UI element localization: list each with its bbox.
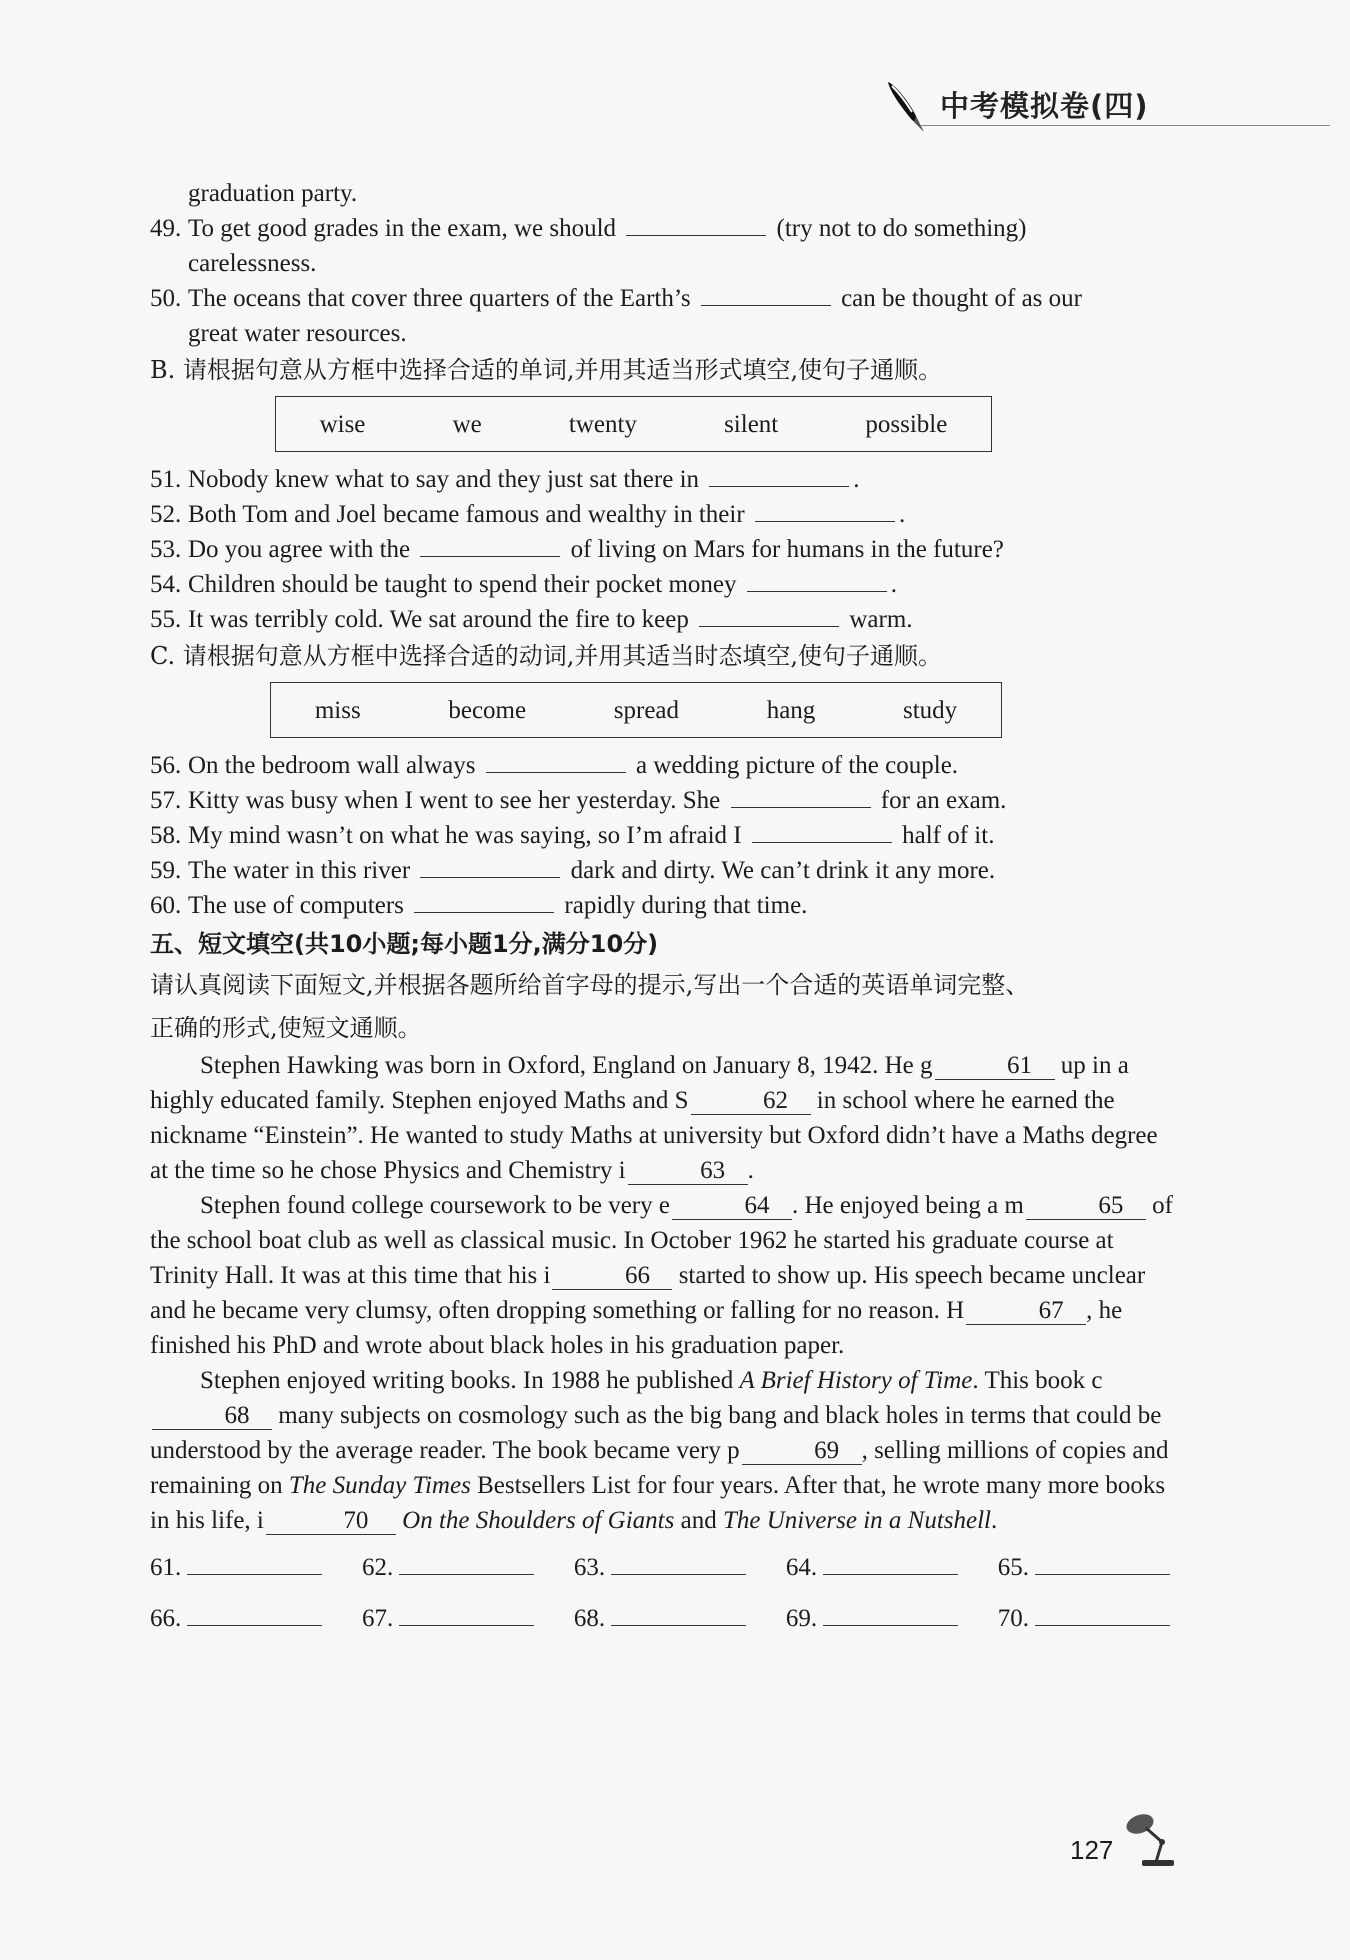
answer-slot [998,1550,1170,1585]
answer-line[interactable] [399,1552,534,1575]
question-50-cont: great water resources. [188,320,407,347]
question-52 [150,497,1180,532]
gap-61[interactable]: 61 [935,1051,1055,1080]
gap-67[interactable]: 67 [966,1296,1086,1325]
answer-number: 68. [573,1605,606,1632]
answer-line[interactable] [823,1603,958,1626]
question-53 [150,532,1180,567]
question-text: (try not to do something) [776,215,1027,242]
answer-blank[interactable] [420,855,560,878]
answer-blank[interactable] [414,890,554,913]
answer-blank[interactable] [699,604,839,627]
question-57 [150,783,1180,818]
question-text: of living on Mars for humans in the future? [570,536,1004,563]
book-title: The Universe in a Nutshell [722,1507,991,1534]
word-option: hang [766,696,816,724]
answer-blank[interactable] [755,499,895,522]
answer-blank[interactable] [701,283,831,306]
question-59 [150,853,1180,888]
passage-text: of the school boat club as well as classical music. In October 1962 he started his graduate course at Trinity Hall. It was at this time that his i [150,1192,1173,1289]
answer-slot [998,1601,1170,1636]
gap-69[interactable]: 69 [742,1436,862,1465]
answer-slot [150,1550,322,1585]
question-text: a wedding picture of the couple. [635,752,959,779]
gap-66[interactable]: 66 [552,1261,672,1290]
gap-64[interactable]: 64 [672,1191,792,1220]
answer-number: 62. [361,1554,394,1581]
question-text: It was terribly cold. We sat around the fire to keep [188,606,689,633]
answer-slot [362,1550,534,1585]
answer-line[interactable] [611,1603,746,1626]
word-option: spread [613,696,680,724]
passage-text: . [991,1507,998,1534]
answer-slot [362,1601,534,1636]
answer-blank[interactable] [752,820,892,843]
question-text: The water in this river [188,857,411,884]
answer-blank[interactable] [731,785,871,808]
word-option: possible [865,410,948,438]
passage-text: started to show up. His speech became unclear and he became very clumsy, often dropping something or falling for no reason. H [150,1262,1146,1324]
question-number: 58. [150,822,182,849]
answer-number: 69. [785,1605,818,1632]
question-text: Children should be taught to spend their pocket money [188,571,737,598]
answer-slot [786,1601,958,1636]
question-54 [150,567,1180,602]
question-text: for an exam. [880,787,1007,814]
desk-lamp-icon [1118,1810,1188,1870]
question-number: 53. [150,536,182,563]
header-rule [920,125,1330,126]
answer-row-2 [150,1601,1170,1636]
passage-text: in school where he earned the nickname “Einstein”. He wanted to study Maths at university but Oxford didn’t have a Maths degree at the time so he chose Physics and Chemistry i [150,1087,1158,1184]
answer-line[interactable] [611,1552,746,1575]
gap-68[interactable]: 68 [152,1401,272,1430]
section-5-heading: 五、短文填空(共10小题;每小题1分,满分10分) [150,930,659,958]
answer-line[interactable] [399,1603,534,1626]
answer-line[interactable] [187,1552,322,1575]
question-number: 57. [150,787,182,814]
question-number: 54. [150,571,182,598]
question-text: warm. [849,606,913,633]
word-box-c [270,682,1002,738]
answer-line[interactable] [1035,1603,1170,1626]
newspaper-title: The Sunday Times [288,1472,471,1499]
answer-row-1 [150,1550,1170,1585]
answer-slot [786,1550,958,1585]
answer-line[interactable] [1035,1552,1170,1575]
passage-text: Stephen enjoyed writing books. In 1988 he published [200,1367,740,1394]
word-box-b [275,396,992,452]
answer-line[interactable] [187,1603,322,1626]
passage-text: and [674,1507,723,1534]
question-text: . [890,571,898,598]
answer-number: 67. [361,1605,394,1632]
question-number: 56. [150,752,182,779]
word-option: twenty [568,410,637,438]
passage-text: up in a highly educated family. Stephen enjoyed Maths and S [150,1052,1129,1114]
question-number: 60. [150,892,182,919]
pen-icon [880,78,940,138]
question-text: . [853,466,860,493]
question-text: On the bedroom wall always [188,752,476,779]
question-number: 59. [150,857,182,884]
question-text: Nobody knew what to say and they just sat there in [188,466,700,493]
passage-text: , selling millions of copies and remaining on [150,1437,1169,1499]
question-text: can be thought of as our [841,285,1082,312]
book-title: On the Shoulders of Giants [402,1507,675,1534]
gap-65[interactable]: 65 [1026,1191,1146,1220]
passage-text: Bestsellers List for four years. After that, he wrote many more books in his life, i [150,1472,1166,1534]
question-56 [150,748,1180,783]
question-number: 49. [150,215,182,242]
word-option: miss [314,696,361,724]
answer-number: 65. [997,1554,1029,1581]
question-number: 51. [150,466,182,493]
word-option: study [902,696,958,724]
answer-blank[interactable] [486,750,626,773]
answer-blank[interactable] [626,213,766,236]
exam-content [150,176,1180,1636]
passage-text: Stephen Hawking was born in Oxford, England on January 8, 1942. He g [200,1052,933,1079]
passage-text: many subjects on cosmology such as the big bang and black holes in terms that could be understood by the average reader. The book became very p [150,1402,1162,1464]
question-49 [150,211,1180,246]
exam-title: 中考模拟卷(四) [940,89,1149,123]
word-option: we [452,410,482,438]
gap-70[interactable]: 70 [266,1506,396,1535]
answer-number: 70. [997,1605,1029,1632]
passage-text: . [747,1157,754,1184]
gap-63[interactable]: 63 [628,1156,748,1185]
answer-blank[interactable] [709,464,849,487]
question-text: half of it. [902,822,995,849]
word-option: wise [319,410,366,438]
word-option: silent [724,410,779,438]
answer-slot [150,1601,322,1636]
section-5-instruction-cont: 正确的形式,使短文通顺。 [150,1014,422,1042]
question-text: Both Tom and Joel became famous and wealthy in their [188,501,745,528]
question-49-cont: carelessness. [188,250,317,277]
answer-number: 61. [150,1554,182,1581]
question-number: 55. [150,606,182,633]
question-60 [150,888,1180,923]
passage-paragraph-1 [150,1048,1180,1188]
question-50 [150,281,1180,316]
continuation-text: graduation party. [188,180,358,207]
question-text: To get good grades in the exam, we should [188,215,617,242]
part-c-instruction: C. 请根据句意从方框中选择合适的动词,并用其适当时态填空,使句子通顺。 [150,642,943,670]
answer-line[interactable] [823,1552,958,1575]
word-option: become [448,696,527,724]
answer-number: 66. [150,1605,182,1632]
page-number: 127 [1070,1835,1114,1865]
question-text: Do you agree with the [188,536,411,563]
section-5-instruction: 请认真阅读下面短文,并根据各题所给首字母的提示,写出一个合适的英语单词完整、 [150,971,1030,999]
part-b-instruction: B. 请根据句意从方框中选择合适的单词,并用其适当形式填空,使句子通顺。 [150,356,943,384]
book-title: A Brief History of Time [739,1367,973,1394]
answer-blank[interactable] [420,534,560,557]
question-55 [150,602,1180,637]
page-header [880,78,1330,130]
question-text: dark and dirty. We can’t drink it any more. [570,857,996,884]
question-text: . [898,501,906,528]
passage-paragraph-3 [150,1363,1180,1538]
passage-text: Stephen found college coursework to be very e [200,1192,670,1219]
answer-slot [574,1601,746,1636]
question-text: The use of computers [188,892,404,919]
question-number: 52. [150,501,182,528]
answer-blank[interactable] [747,569,887,592]
answer-number: 64. [785,1554,818,1581]
passage-text: . This book c [972,1367,1103,1394]
question-text: rapidly during that time. [564,892,808,919]
question-text: Kitty was busy when I went to see her yesterday. She [188,787,721,814]
question-text: My mind wasn’t on what he was saying, so I’m afraid I [188,822,742,849]
passage-text: , he finished his PhD and wrote about black holes in his graduation paper. [150,1297,1123,1359]
question-number: 50. [150,285,182,312]
answer-slot [574,1550,746,1585]
question-58 [150,818,1180,853]
question-text: The oceans that cover three quarters of the Earth’s [188,285,691,312]
passage-paragraph-2 [150,1188,1180,1363]
gap-62[interactable]: 62 [691,1086,811,1115]
passage-text: . He enjoyed being a m [791,1192,1024,1219]
question-51 [150,462,1180,497]
answer-number: 63. [573,1554,606,1581]
